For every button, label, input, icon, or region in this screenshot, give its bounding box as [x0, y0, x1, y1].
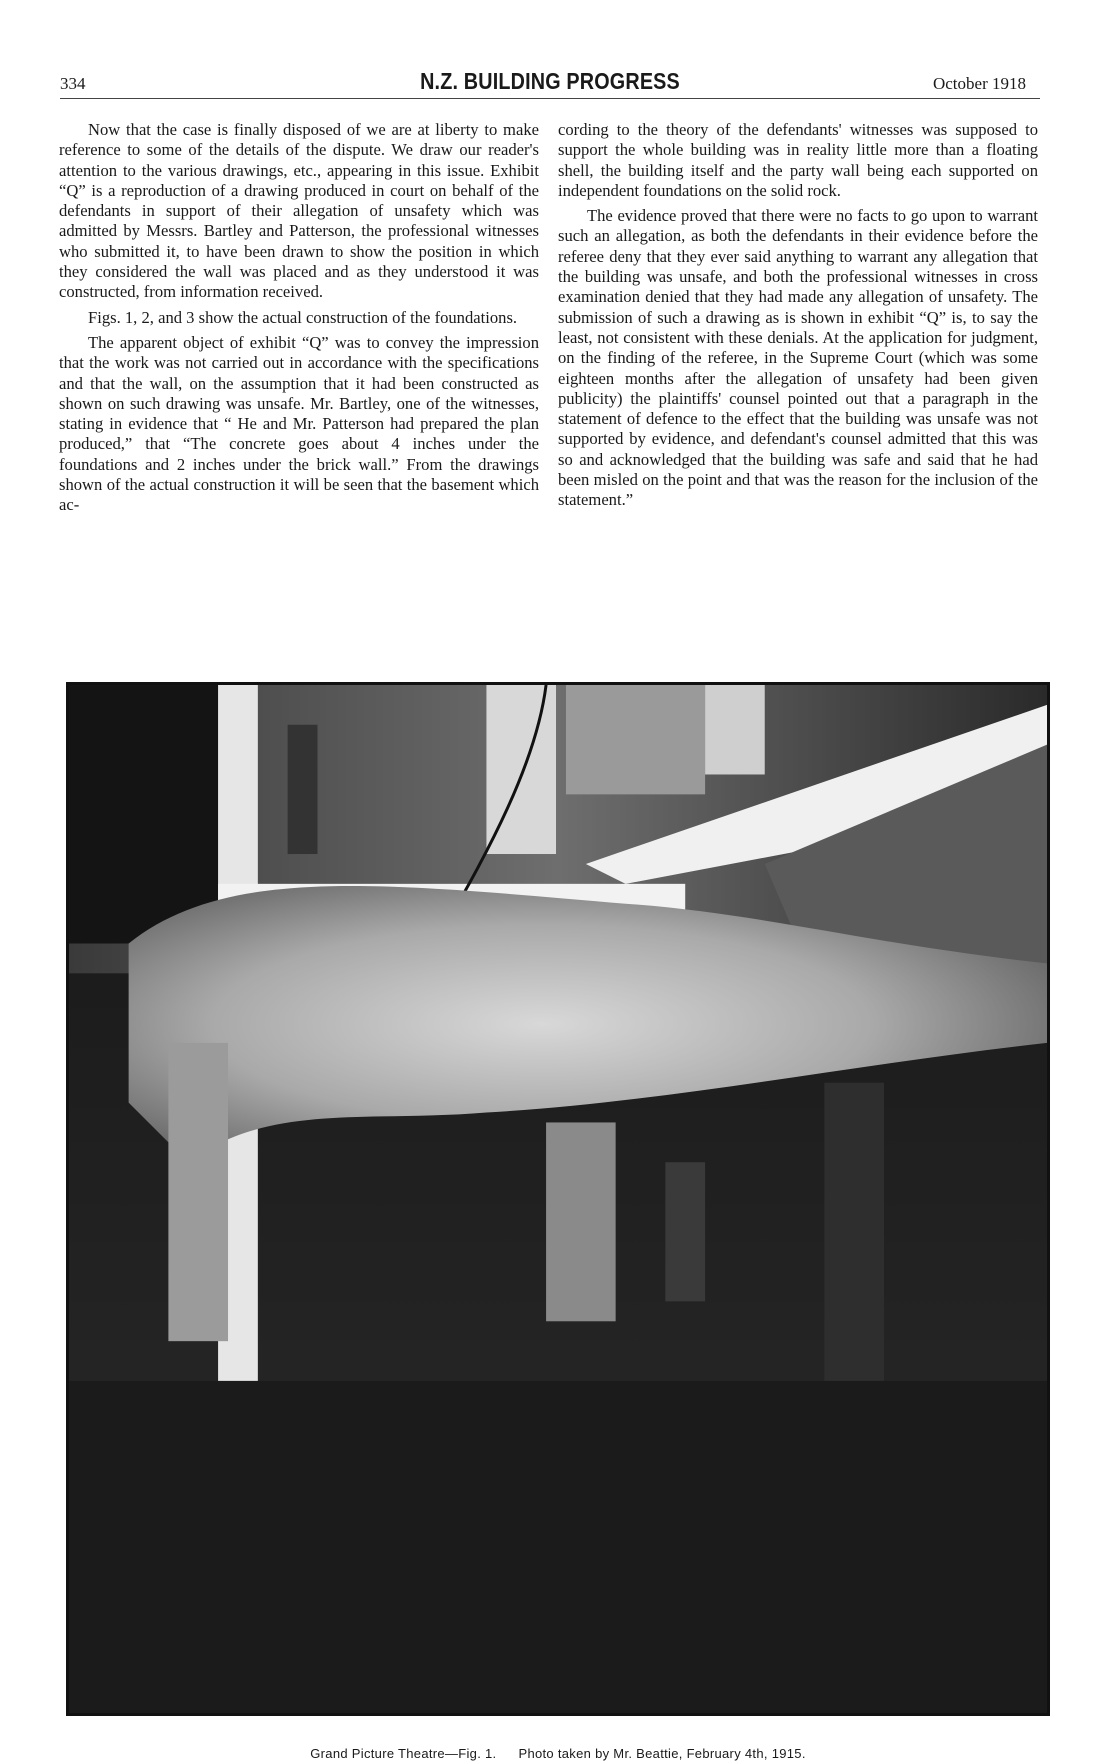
photo-image	[69, 685, 1047, 1713]
paragraph: The evidence proved that there were no facts to go upon to warrant such an allegation, as both the defendants in their evidence before the referee deny that they ever said anything to warrant any allegation that the building was unsafe, and both the professional witnesses in cross examination denied that they had made any allegation of unsafety. The submission of such a drawing as is shown in exhibit “Q” is, to say the least, not consistent with these denials. At the application for judgment, on the finding of the referee, in the Supreme Court (which was some eighteen months after the allegation of unsafety had been given publicity) the plaintiffs' counsel pointed out that a paragraph in the statement of defence to the effect that the building was unsafe was not supported by evidence, and defendant's counsel admitted that this was so and acknowledged that the building was safe and said that he had been misled on the point and that was the reason for the inclusion of the statement.”	[558, 206, 1038, 510]
paragraph: Figs. 1, 2, and 3 show the actual construction of the foundations.	[88, 307, 518, 327]
article-left-column	[59, 120, 539, 521]
caption-credit: Photo taken by Mr. Beattie, February 4th, 1915.	[518, 1746, 806, 1761]
article-right-column	[558, 120, 1038, 516]
construction-photograph	[66, 682, 1050, 1716]
paragraph-continued: cording to the theory of the defendants' witnesses was supposed to support the whole building was in reality little more than a floating shell, the building itself and the party wall being each supported on independent foundations on the solid rock.	[558, 120, 1038, 200]
paragraph: Now that the case is finally disposed of we are at liberty to make reference to some of the details of the dispute. We draw our reader's attention to the various drawings, etc., appearing in this issue. Exhibit “Q” is a reproduction of a drawing produced in court on behalf of the defendants in support of their allegation of unsafety which was admitted by Messrs. Bartley and Patterson, the professional witnesses who submitted it, to have been drawn to show the position in which they considered the wall was placed and as they understood it was constructed, from information received.	[59, 120, 539, 302]
issue-date: October 1918	[932, 74, 1026, 93]
page-header	[60, 68, 1040, 102]
paragraph: The apparent object of exhibit “Q” was to convey the impression that the work was not carried out in accordance with the specifications and that the wall, on the assumption that it had been constructed as shown on such drawing was unsafe. Mr. Bartley, one of the witnesses, stating in evidence that “ He and Mr. Patterson had prepared the plan produced,” that “The concrete goes about 4 inches under the foundations and 2 inches under the brick wall.” From the drawings shown of the actual construction it will be seen that the basement which ac-	[59, 332, 539, 515]
page-number: 334	[60, 74, 86, 93]
figure-caption	[66, 1746, 1050, 1761]
header-rule	[60, 98, 1040, 99]
caption-title: Grand Picture Theatre—Fig. 1.	[310, 1746, 497, 1761]
publication-title: N.Z. BUILDING PROGRESS	[420, 68, 680, 94]
